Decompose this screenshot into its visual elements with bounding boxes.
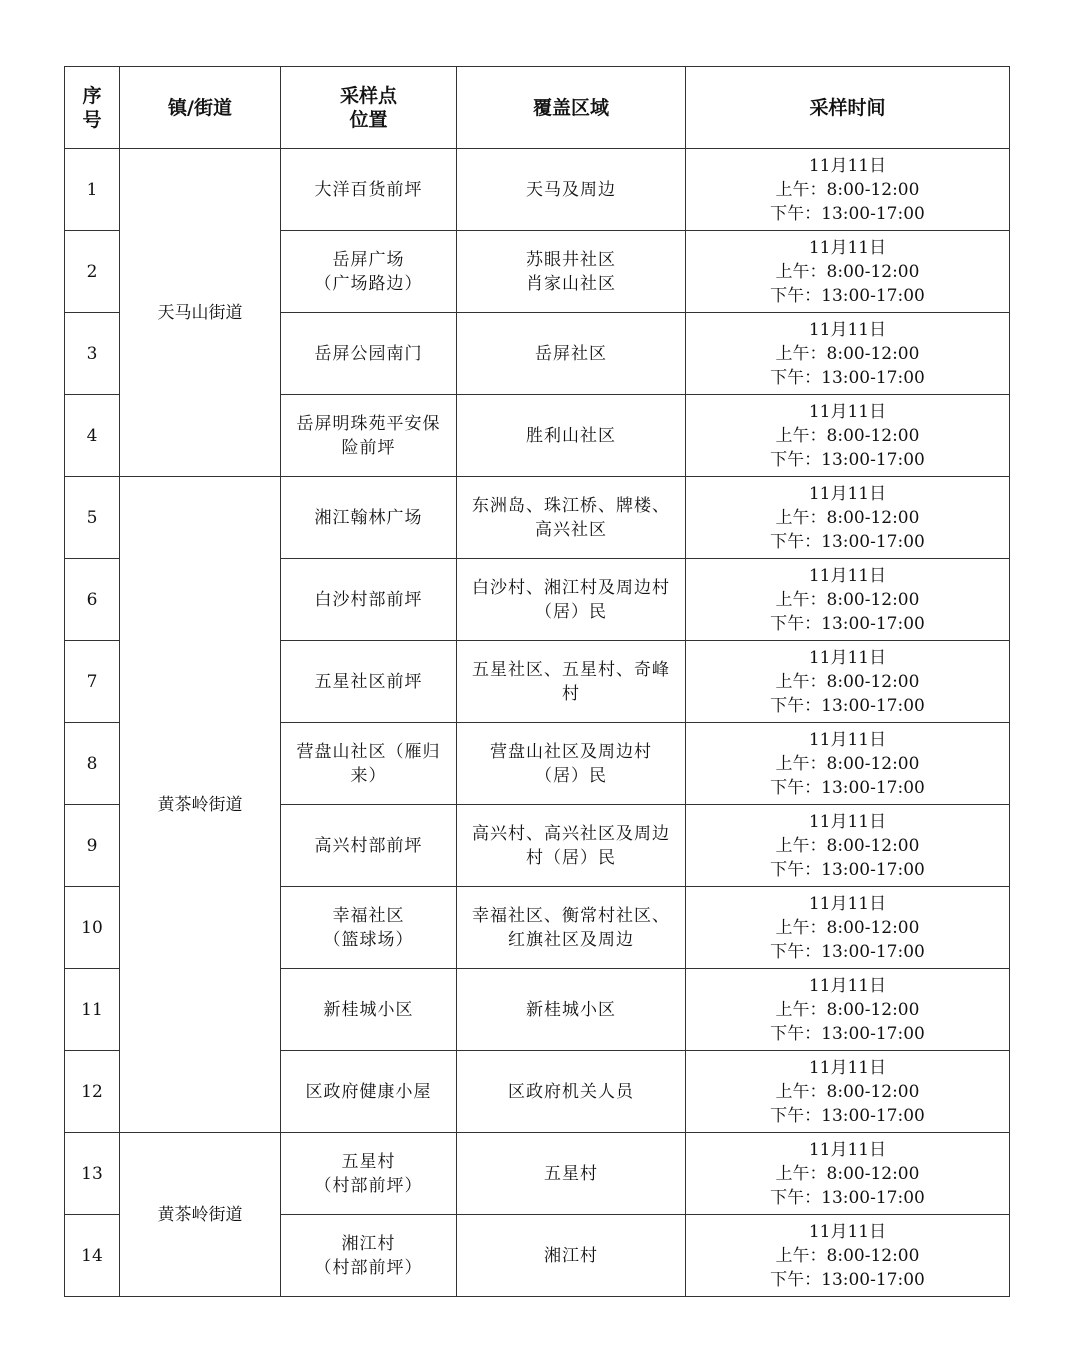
sampling-time-line: 下午：13:00-17:00	[770, 1269, 925, 1290]
sampling-time	[686, 395, 1010, 477]
sampling-time-line: 上午：8:00-12:00	[775, 343, 920, 364]
table-body	[65, 149, 1010, 1297]
sampling-time-line: 上午：8:00-12:00	[775, 917, 920, 938]
sampling-site-line: 险前坪	[341, 437, 396, 458]
header-street: 镇/街道	[120, 67, 281, 149]
sampling-time	[686, 1133, 1010, 1215]
coverage-area	[457, 477, 686, 559]
sampling-time-line: 下午：13:00-17:00	[770, 449, 925, 470]
sampling-time-line: 下午：13:00-17:00	[770, 285, 925, 306]
header-site-line: 位置	[349, 108, 388, 131]
sampling-time	[686, 969, 1010, 1051]
coverage-area	[457, 149, 686, 231]
sampling-time-line: 上午：8:00-12:00	[775, 835, 920, 856]
sampling-time-line: 下午：13:00-17:00	[770, 1187, 925, 1208]
sampling-site-line: 湘江翰林广场	[314, 507, 423, 528]
sampling-site-line: 幸福社区	[332, 905, 405, 926]
coverage-area-line: 白沙村、湘江村及周边村	[472, 577, 670, 598]
sampling-site	[281, 149, 457, 231]
table-row	[65, 1133, 1010, 1215]
coverage-area-line: 高兴社区	[535, 519, 607, 540]
row-seq: 3	[65, 313, 120, 395]
row-seq: 8	[65, 723, 120, 805]
coverage-area-line: 五星社区、五星村、奇峰	[472, 659, 670, 680]
coverage-area-line: 东洲岛、珠江桥、牌楼、	[472, 495, 670, 516]
table-row	[65, 477, 1010, 559]
sampling-time-line: 上午：8:00-12:00	[775, 753, 920, 774]
coverage-area	[457, 887, 686, 969]
sampling-site	[281, 1051, 457, 1133]
sampling-site-line: 湘江村	[341, 1233, 396, 1254]
sampling-site-line: （广场路边）	[314, 273, 423, 294]
coverage-area-line: 岳屏社区	[535, 343, 607, 364]
sampling-time	[686, 805, 1010, 887]
sampling-site	[281, 887, 457, 969]
sampling-time-line: 下午：13:00-17:00	[770, 613, 925, 634]
coverage-area-line: 苏眼井社区	[526, 249, 616, 270]
coverage-area-line: 肖家山社区	[526, 273, 616, 294]
sampling-time-line: 下午：13:00-17:00	[770, 1023, 925, 1044]
coverage-area	[457, 805, 686, 887]
row-seq: 12	[65, 1051, 120, 1133]
sampling-time	[686, 231, 1010, 313]
sampling-time-line: 上午：8:00-12:00	[775, 1081, 920, 1102]
coverage-area-line: 天马及周边	[526, 179, 616, 200]
coverage-area-line: （居）民	[535, 765, 607, 786]
row-seq: 10	[65, 887, 120, 969]
sampling-time-line: 11月11日	[808, 155, 887, 176]
sampling-time-line: 上午：8:00-12:00	[775, 671, 920, 692]
sampling-time	[686, 559, 1010, 641]
sampling-site	[281, 723, 457, 805]
coverage-area	[457, 313, 686, 395]
row-seq: 5	[65, 477, 120, 559]
coverage-area	[457, 231, 686, 313]
sampling-time-line: 下午：13:00-17:00	[770, 777, 925, 798]
sampling-site-line: 岳屏公园南门	[314, 343, 423, 364]
sampling-site-line: 岳屏明珠苑平安保	[296, 413, 441, 434]
sampling-time	[686, 1051, 1010, 1133]
sampling-time-line: 上午：8:00-12:00	[775, 999, 920, 1020]
sampling-time-line: 下午：13:00-17:00	[770, 1105, 925, 1126]
sampling-time	[686, 887, 1010, 969]
coverage-area-line: 村	[562, 683, 580, 704]
sampling-site-line: （村部前坪）	[314, 1257, 423, 1278]
sampling-time-line: 上午：8:00-12:00	[775, 1245, 920, 1266]
sampling-site-line: （篮球场）	[323, 929, 414, 950]
sampling-time-line: 11月11日	[808, 975, 887, 996]
sampling-site	[281, 395, 457, 477]
row-seq: 13	[65, 1133, 120, 1215]
sampling-time-line: 上午：8:00-12:00	[775, 589, 920, 610]
sampling-time-line: 11月11日	[808, 811, 887, 832]
sampling-site	[281, 1133, 457, 1215]
sampling-time	[686, 723, 1010, 805]
row-seq: 1	[65, 149, 120, 231]
header-site-line: 采样点	[339, 84, 397, 107]
sampling-time-line: 下午：13:00-17:00	[770, 531, 925, 552]
sampling-site-line: 区政府健康小屋	[305, 1081, 432, 1102]
sampling-site-line: 新桂城小区	[323, 999, 414, 1020]
row-seq: 6	[65, 559, 120, 641]
header-seq-line: 序	[82, 84, 102, 107]
header-seq	[65, 67, 120, 149]
coverage-area	[457, 559, 686, 641]
sampling-site-line: 白沙村部前坪	[314, 589, 423, 610]
sampling-time-line: 11月11日	[808, 483, 887, 504]
sampling-site	[281, 805, 457, 887]
sampling-time-line: 上午：8:00-12:00	[775, 507, 920, 528]
sampling-time	[686, 641, 1010, 723]
sampling-site	[281, 1215, 457, 1297]
street-name: 黄茶岭街道	[120, 1133, 281, 1297]
sampling-time-line: 下午：13:00-17:00	[770, 367, 925, 388]
coverage-area	[457, 1051, 686, 1133]
coverage-area-line: 营盘山社区及周边村	[490, 741, 652, 762]
sampling-site	[281, 477, 457, 559]
coverage-area	[457, 1215, 686, 1297]
coverage-area	[457, 969, 686, 1051]
coverage-area	[457, 641, 686, 723]
sampling-site	[281, 313, 457, 395]
coverage-area	[457, 723, 686, 805]
sampling-time-line: 11月11日	[808, 565, 887, 586]
sampling-time-line: 上午：8:00-12:00	[775, 1163, 920, 1184]
sampling-site-line: （村部前坪）	[314, 1175, 423, 1196]
sampling-site	[281, 969, 457, 1051]
coverage-area-line: 新桂城小区	[526, 999, 616, 1020]
sampling-time-line: 11月11日	[808, 1221, 887, 1242]
sampling-site-line: 大洋百货前坪	[314, 179, 423, 200]
row-seq: 4	[65, 395, 120, 477]
sampling-time-line: 下午：13:00-17:00	[770, 859, 925, 880]
street-name: 天马山街道	[120, 149, 281, 477]
coverage-area-line: 五星村	[544, 1163, 598, 1184]
row-seq: 2	[65, 231, 120, 313]
sampling-time-line: 11月11日	[808, 1139, 887, 1160]
coverage-area-line: （居）民	[535, 601, 607, 622]
sampling-time-line: 下午：13:00-17:00	[770, 941, 925, 962]
sampling-site	[281, 559, 457, 641]
coverage-area-line: 幸福社区、衡常村社区、	[472, 905, 670, 926]
coverage-area-line: 村（居）民	[526, 847, 616, 868]
sampling-time	[686, 1215, 1010, 1297]
row-seq: 14	[65, 1215, 120, 1297]
coverage-area-line: 区政府机关人员	[508, 1081, 634, 1102]
sampling-time-line: 下午：13:00-17:00	[770, 203, 925, 224]
sampling-time-line: 11月11日	[808, 893, 887, 914]
sampling-time-line: 上午：8:00-12:00	[775, 179, 920, 200]
header-area: 覆盖区域	[457, 67, 686, 149]
sampling-site-line: 营盘山社区（雁归	[296, 741, 441, 762]
sampling-time-line: 11月11日	[808, 1057, 887, 1078]
sampling-site	[281, 641, 457, 723]
sampling-site-line: 五星社区前坪	[314, 671, 423, 692]
sampling-time-line: 11月11日	[808, 729, 887, 750]
sampling-site-line: 五星村	[341, 1151, 396, 1172]
sampling-schedule-table	[64, 66, 1010, 1297]
sampling-time-line: 下午：13:00-17:00	[770, 695, 925, 716]
sampling-site-line: 来）	[350, 765, 387, 786]
row-seq: 11	[65, 969, 120, 1051]
street-name: 黄茶岭街道	[120, 477, 281, 1133]
row-seq: 7	[65, 641, 120, 723]
sampling-site-line: 岳屏广场	[332, 249, 405, 270]
coverage-area-line: 红旗社区及周边	[508, 929, 634, 950]
sampling-site-line: 高兴村部前坪	[314, 835, 423, 856]
sampling-time	[686, 477, 1010, 559]
header-row	[65, 67, 1010, 149]
coverage-area-line: 湘江村	[544, 1245, 598, 1266]
sampling-time	[686, 313, 1010, 395]
coverage-area-line: 高兴村、高兴社区及周边	[472, 823, 670, 844]
header-seq-line: 号	[82, 108, 102, 131]
row-seq: 9	[65, 805, 120, 887]
table-row	[65, 149, 1010, 231]
sampling-time-line: 11月11日	[808, 647, 887, 668]
coverage-area	[457, 1133, 686, 1215]
sampling-time-line: 上午：8:00-12:00	[775, 425, 920, 446]
sampling-time-line: 上午：8:00-12:00	[775, 261, 920, 282]
sampling-time	[686, 149, 1010, 231]
sampling-time-line: 11月11日	[808, 401, 887, 422]
coverage-area-line: 胜利山社区	[526, 425, 616, 446]
sampling-site	[281, 231, 457, 313]
header-site	[281, 67, 457, 149]
header-time: 采样时间	[686, 67, 1010, 149]
sampling-time-line: 11月11日	[808, 237, 887, 258]
coverage-area	[457, 395, 686, 477]
sampling-time-line: 11月11日	[808, 319, 887, 340]
